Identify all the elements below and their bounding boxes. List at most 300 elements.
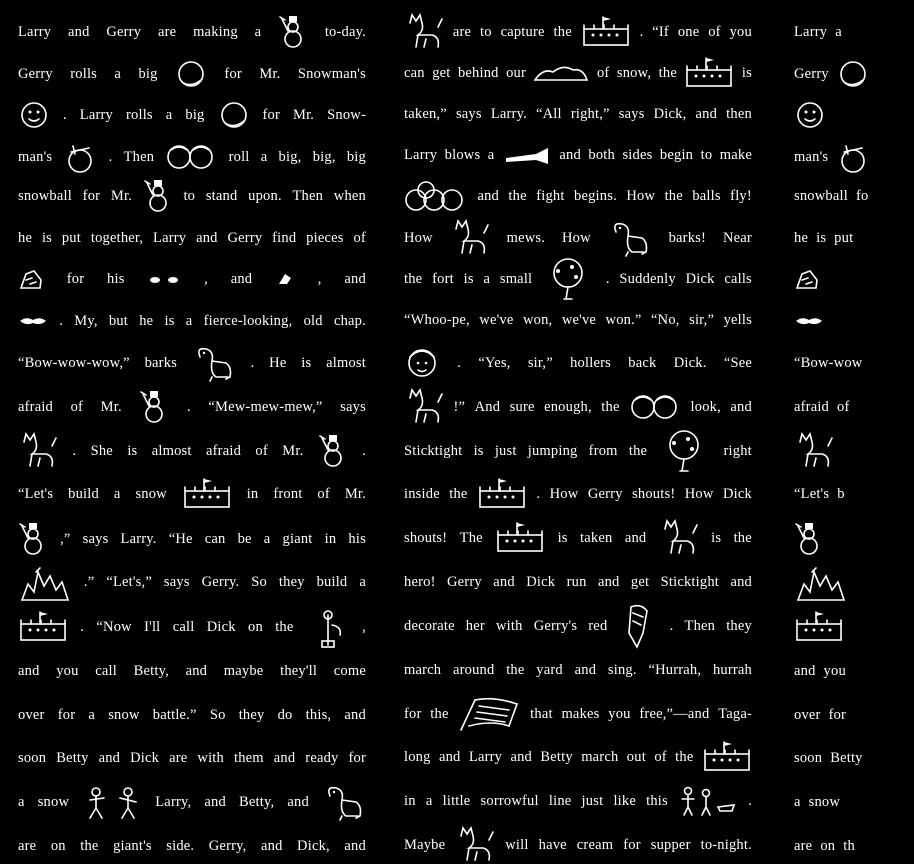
children-heads-icon	[629, 392, 681, 422]
text-word: giant	[282, 530, 313, 547]
text-word: pieces	[306, 229, 344, 246]
text-word: and	[730, 398, 752, 415]
text-line	[794, 220, 904, 256]
mouth-icon	[794, 314, 824, 328]
text-word: both	[588, 146, 615, 163]
text-word: for	[404, 705, 422, 722]
text-word: fly!	[730, 187, 752, 204]
text-line	[794, 14, 904, 50]
text-line	[404, 302, 752, 338]
text-line	[794, 433, 904, 469]
text-word: How	[404, 229, 433, 246]
cat-icon	[404, 13, 444, 51]
text-line	[404, 14, 752, 50]
text-word: supper	[650, 836, 691, 853]
text-word: for	[623, 836, 641, 853]
text-word: He	[269, 354, 287, 371]
text-word: on	[820, 837, 836, 854]
text-word: around	[452, 661, 495, 678]
text-word: of	[317, 485, 330, 502]
text-word: ,	[204, 270, 208, 287]
text-word: are	[18, 837, 37, 854]
text-word: Gerry	[106, 23, 142, 40]
text-line	[404, 696, 752, 732]
text-line	[794, 261, 904, 297]
text-word: .	[748, 792, 752, 809]
snowball-icon	[175, 58, 207, 90]
text-line	[404, 783, 752, 819]
text-word: can	[204, 530, 226, 547]
text-word: fort	[432, 270, 454, 287]
text-word: for	[66, 270, 85, 287]
text-word: are	[157, 23, 177, 40]
text-word: and	[477, 187, 499, 204]
text-line	[18, 261, 366, 297]
text-word: barks	[144, 354, 177, 371]
text-word: .	[62, 106, 67, 123]
text-word: the	[508, 187, 527, 204]
text-word: Mr.	[344, 485, 366, 502]
text-word: a	[263, 530, 271, 547]
text-word: just	[494, 442, 517, 459]
text-word: So	[209, 706, 226, 723]
text-word: you	[608, 705, 631, 722]
text-word: back	[628, 354, 657, 371]
text-word: soon	[18, 749, 47, 766]
text-line	[404, 739, 752, 775]
text-word: Maybe	[404, 836, 446, 853]
text-word: in	[324, 530, 337, 547]
text-line	[404, 608, 752, 644]
text-word: a	[487, 146, 495, 163]
text-word: So	[251, 573, 267, 590]
text-word: get	[432, 64, 451, 81]
text-line	[18, 433, 366, 469]
text-word: side.	[166, 837, 195, 854]
tree-icon	[542, 257, 596, 301]
text-word: on	[50, 837, 66, 854]
text-word: is	[741, 64, 752, 81]
text-line	[794, 389, 904, 425]
text-word: will	[505, 836, 529, 853]
text-word: just	[581, 792, 604, 809]
text-word: The	[459, 529, 483, 546]
text-word: Then	[123, 148, 155, 165]
fort-icon	[477, 477, 527, 511]
text-word: Larry,	[155, 793, 192, 810]
text-word: is	[463, 270, 474, 287]
text-word: for	[224, 65, 242, 82]
text-word: a	[114, 65, 122, 82]
text-word: Larry	[18, 23, 52, 40]
text-word: Dick	[206, 618, 236, 635]
text-word: is	[816, 229, 827, 246]
text-line	[18, 178, 366, 214]
text-word: of	[70, 398, 84, 415]
text-word: be	[237, 530, 252, 547]
text-word: sorrowful	[480, 792, 539, 809]
text-line	[794, 828, 904, 864]
text-word: “No,	[651, 311, 680, 328]
text-line	[18, 220, 366, 256]
text-word: one	[677, 23, 700, 40]
text-word: upon.	[248, 187, 282, 204]
text-word: .	[605, 270, 610, 287]
text-word: man's	[18, 148, 53, 165]
text-line	[404, 827, 752, 863]
text-word: sides	[622, 146, 653, 163]
text-word: And	[474, 398, 501, 415]
text-word: they'll	[280, 662, 318, 679]
text-word: hurrah	[712, 661, 752, 678]
text-word: fo	[855, 187, 869, 204]
text-word: shouts!	[632, 485, 676, 502]
text-word: he	[794, 229, 809, 246]
text-word: big	[185, 106, 205, 123]
text-word: the	[553, 23, 572, 40]
cat-icon	[455, 826, 495, 864]
text-word: the	[658, 64, 677, 81]
text-word: free,”—and	[639, 705, 710, 722]
cat-icon	[404, 388, 444, 426]
text-word: rolls	[125, 106, 153, 123]
text-line	[794, 740, 904, 776]
text-word: says	[82, 530, 109, 547]
text-line	[18, 97, 366, 133]
text-word: and	[68, 23, 90, 40]
text-word: Mr.	[110, 187, 133, 204]
text-word: out	[626, 748, 646, 765]
text-word: almost	[151, 442, 192, 459]
text-word: “See	[723, 354, 752, 371]
text-word: rolls	[70, 65, 98, 82]
text-word: a	[794, 793, 801, 810]
text-word: a	[88, 706, 96, 723]
text-word: “Whoo-pe,	[404, 311, 470, 328]
text-line	[404, 520, 752, 556]
text-word: put	[834, 229, 854, 246]
text-line	[18, 784, 366, 820]
text-word: Larry	[79, 106, 113, 123]
text-word: do	[277, 706, 293, 723]
text-word: and	[230, 270, 253, 287]
text-word: maybe	[223, 662, 264, 679]
text-line	[404, 96, 752, 132]
text-word: he	[18, 229, 33, 246]
text-word: Gerry	[794, 65, 829, 82]
text-word: for	[57, 706, 76, 723]
text-word: Dick	[526, 573, 556, 590]
text-word: this	[646, 792, 668, 809]
text-line	[18, 476, 366, 512]
text-word: a	[483, 270, 491, 287]
text-word: and	[559, 146, 581, 163]
text-word: are	[452, 23, 472, 40]
text-word: is	[301, 354, 312, 371]
text-word: snow	[37, 793, 70, 810]
fort-icon	[794, 610, 844, 644]
text-word: sir,”	[527, 354, 553, 371]
text-word: afraid	[206, 442, 242, 459]
text-word: is	[41, 229, 53, 246]
text-word: “Hurrah,	[648, 661, 702, 678]
text-word: have	[538, 836, 567, 853]
text-word: of	[255, 442, 268, 459]
text-word: Larry	[794, 23, 828, 40]
text-word: put	[61, 229, 81, 246]
text-word: that	[530, 705, 553, 722]
text-word: we've	[479, 311, 514, 328]
text-word: .	[362, 442, 366, 459]
text-word: Gerry.	[201, 573, 240, 590]
text-word: to-day.	[324, 23, 366, 40]
text-word: Larry.	[490, 105, 527, 122]
text-word: Mr.	[292, 106, 315, 123]
text-line	[404, 178, 752, 214]
text-word: Betty	[830, 749, 863, 766]
text-word: they	[238, 706, 265, 723]
text-word: the	[275, 618, 294, 635]
text-word: come	[333, 662, 366, 679]
text-word: and	[344, 706, 366, 723]
text-word: big,	[278, 148, 302, 165]
text-word: She	[90, 442, 113, 459]
text-word: Mr.	[100, 398, 122, 415]
cat-icon	[659, 519, 699, 557]
text-line	[18, 521, 366, 557]
snowman-icon	[143, 179, 173, 213]
text-word: begin	[659, 146, 694, 163]
text-word: Dick	[130, 749, 160, 766]
cat-icon	[18, 432, 58, 470]
text-word: .	[72, 442, 77, 459]
text-word: making	[193, 23, 238, 40]
text-word: Larry	[404, 146, 438, 163]
text-word: and	[730, 573, 752, 590]
text-word: begins.	[574, 187, 617, 204]
text-word: and	[344, 837, 366, 854]
text-word: red	[588, 617, 608, 634]
text-word: .”	[83, 573, 95, 590]
text-word: th	[843, 837, 855, 854]
text-word: big,	[312, 148, 336, 165]
text-word: you	[56, 662, 79, 679]
text-word: with	[197, 749, 224, 766]
dog-icon	[322, 782, 366, 822]
tree-icon	[658, 429, 712, 473]
snowball-icon	[218, 99, 250, 131]
text-word: roll	[228, 148, 250, 165]
text-word: and	[695, 105, 718, 122]
fort-icon	[18, 610, 68, 644]
text-word: his	[107, 270, 125, 287]
text-line	[404, 220, 752, 256]
horn-icon	[502, 144, 552, 166]
text-word: “All	[535, 105, 562, 122]
scarf-icon	[619, 603, 659, 649]
text-line	[18, 828, 366, 864]
text-word: Dick,	[297, 837, 330, 854]
text-word: is	[127, 442, 138, 459]
text-word: Gerry	[18, 65, 53, 82]
text-word: call	[95, 662, 117, 679]
text-line	[18, 139, 366, 175]
snowman-icon	[794, 522, 824, 556]
dog-icon	[192, 343, 236, 383]
text-line	[18, 14, 366, 50]
text-word: chap.	[333, 312, 366, 329]
text-word: build	[68, 485, 99, 502]
text-line	[404, 389, 752, 425]
text-word: and	[260, 837, 283, 854]
text-word: afraid	[18, 398, 54, 415]
text-word: of	[837, 398, 850, 415]
text-word: the	[664, 187, 683, 204]
coal-icon	[18, 268, 44, 290]
text-word: taken	[580, 529, 613, 546]
text-word: cream	[576, 836, 614, 853]
text-word: mews.	[506, 229, 546, 246]
fort-icon	[495, 521, 545, 555]
text-word: a	[185, 312, 193, 329]
text-word: and	[287, 793, 309, 810]
text-word: old	[303, 312, 323, 329]
text-line	[404, 433, 752, 469]
text-word: the	[80, 837, 99, 854]
text-word: are	[169, 749, 188, 766]
text-word: right,”	[570, 105, 610, 122]
text-line	[18, 303, 366, 339]
text-word: build	[316, 573, 348, 590]
text-line	[794, 521, 904, 557]
text-word: My,	[74, 312, 98, 329]
text-word: .	[639, 23, 644, 40]
text-word: a	[260, 148, 268, 165]
text-word: you	[823, 662, 846, 679]
text-word: Larry	[153, 229, 187, 246]
text-word: in	[246, 485, 259, 502]
text-word: to	[183, 187, 196, 204]
text-word: make	[719, 146, 752, 163]
text-word: Gerry	[587, 485, 623, 502]
text-word: he	[139, 312, 154, 329]
text-word: Dick	[722, 485, 752, 502]
text-word: right	[723, 442, 752, 459]
text-word: for	[262, 106, 280, 123]
text-word: from	[588, 442, 618, 459]
text-word: shouts!	[404, 529, 448, 546]
text-line	[404, 476, 752, 512]
text-word: yard	[536, 661, 563, 678]
text-word: ,	[317, 270, 322, 287]
text-word: with	[496, 617, 523, 634]
text-word: Betty,	[239, 793, 275, 810]
text-line	[404, 261, 752, 297]
text-word: “He	[168, 530, 193, 547]
text-word: for	[828, 706, 847, 723]
text-word: march	[581, 748, 619, 765]
text-word: the	[449, 485, 468, 502]
text-line	[794, 476, 904, 512]
text-word: b	[837, 485, 845, 502]
text-line	[794, 609, 904, 645]
text-word: .	[457, 354, 462, 371]
text-word: and	[185, 662, 208, 679]
text-word: and	[18, 662, 40, 679]
text-word: How	[549, 485, 579, 502]
snowball-face-icon	[18, 99, 50, 131]
text-word: yells	[723, 311, 752, 328]
text-word: .	[80, 618, 85, 635]
text-word: is	[557, 529, 568, 546]
fort-icon	[182, 477, 232, 511]
text-word: “Bow-wow-wow,”	[18, 354, 130, 371]
text-word: Gerry's	[533, 617, 578, 634]
text-word: enough,	[544, 398, 592, 415]
text-word: to	[480, 23, 492, 40]
children-fight-icon	[82, 784, 142, 820]
text-word: of	[708, 23, 721, 40]
text-word: “If	[652, 23, 669, 40]
text-word: line	[548, 792, 572, 809]
text-word: is	[164, 312, 175, 329]
text-word: in	[404, 792, 416, 809]
text-word: on	[248, 618, 263, 635]
snowman-icon	[18, 522, 48, 556]
cat-icon	[450, 219, 490, 257]
text-word: for	[348, 749, 366, 766]
text-word: afraid	[794, 398, 830, 415]
text-word: Snow-	[327, 106, 366, 123]
castle-icon	[18, 562, 72, 602]
text-word: snowball	[794, 187, 848, 204]
text-word: a	[425, 792, 433, 809]
text-word: says	[163, 573, 190, 590]
text-line	[794, 564, 904, 600]
text-word: small	[499, 270, 533, 287]
text-word: the	[601, 398, 620, 415]
text-word: they	[278, 573, 305, 590]
text-word: ,	[362, 618, 366, 635]
fort-icon	[702, 740, 752, 774]
text-word: snow	[135, 485, 167, 502]
text-line	[18, 653, 366, 689]
text-word: .	[669, 617, 674, 634]
text-word: won,	[522, 311, 553, 328]
text-word: and	[273, 749, 296, 766]
text-word: “Let's	[794, 485, 830, 502]
text-line	[404, 564, 752, 600]
children-heads-icon	[165, 142, 217, 172]
cat-icon	[794, 432, 834, 470]
text-word: is	[473, 442, 484, 459]
text-word: stand	[205, 187, 238, 204]
text-word: Then	[684, 617, 716, 634]
text-word: ,”	[60, 530, 71, 547]
snowball-body-icon	[63, 140, 97, 174]
text-line	[18, 564, 366, 600]
text-word: and	[624, 529, 647, 546]
text-word: and	[794, 662, 816, 679]
text-word: “Bow-wow	[794, 354, 863, 371]
text-word: find	[272, 229, 297, 246]
text-line	[794, 784, 904, 820]
text-word: of	[353, 229, 366, 246]
text-word: Then	[292, 187, 324, 204]
text-word: hollers	[570, 354, 611, 371]
text-word: and	[493, 573, 515, 590]
text-line	[794, 303, 904, 339]
